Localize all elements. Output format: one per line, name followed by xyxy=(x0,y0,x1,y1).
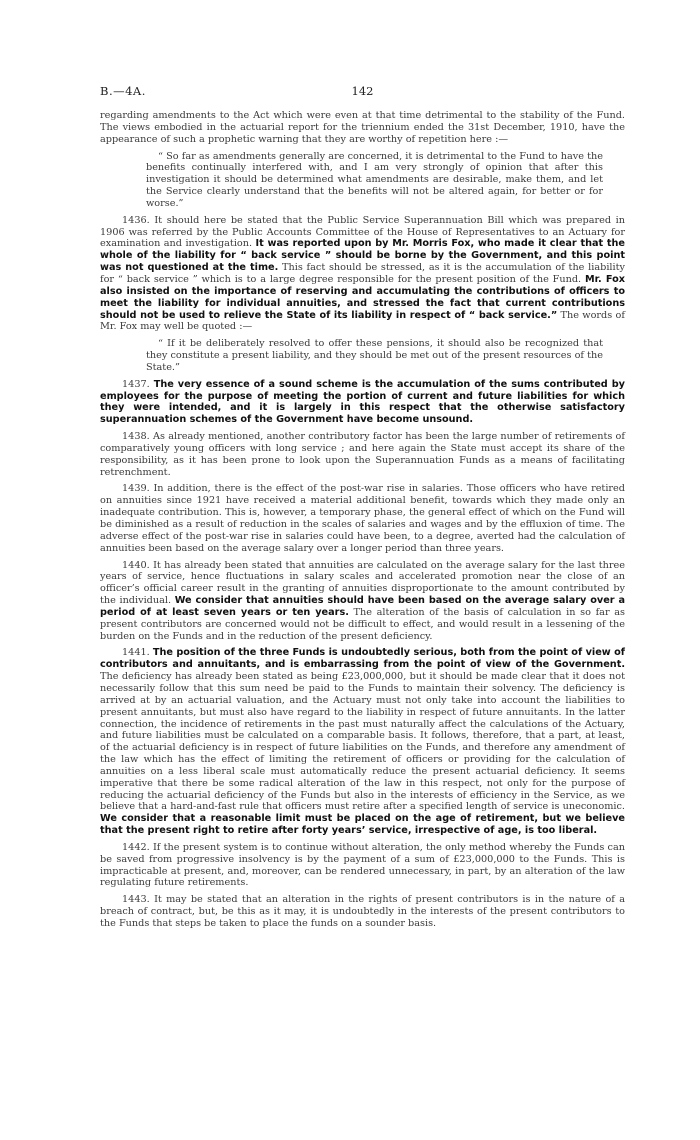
page-number: 142 xyxy=(351,84,374,98)
paragraph-text: regarding amendments to the Act which were even at that time detrimental to the stability of the Fund. The views embodied in the actuarial report for the triennium ended the 31st December, 1910, have the appearance of such a prophetic warning that they are worthy of repetition here :— xyxy=(100,110,625,145)
paragraph-number: 1439. xyxy=(122,483,150,495)
paragraph-number: 1442. xyxy=(122,841,150,853)
paragraph-1440 xyxy=(100,560,625,643)
paragraph-text: If the present system is to continue without alteration, the only method whereby the Funds can be saved from progressive insolvency is by the payment of a sum of £23,000,000 to the Funds. This is impracticable at present, and, moreover, can be rendered unnecessary, in part, by an alteration of the law regulating future retirements. xyxy=(100,841,625,889)
paragraph-bold-text: Mr. Fox also insisted on the importance of reserving and accumulating the contributions of officers to meet the liability for individual annuities, and stressed the fact that current contributions should not be used to relieve the State of its liability in respect of “ back service.” xyxy=(100,273,625,321)
paragraph-number: 1443. xyxy=(122,894,150,906)
paragraph-text: The alteration of the basis of calculation in so far as present contributors are concerned would not be difficult to effect, and would result in a lessening of the burden on the Funds and in the reduction of the present deficiency. xyxy=(100,606,625,642)
paragraph-number: 1436. xyxy=(122,214,150,226)
paragraph-text: It has already been stated that annuities are calculated on the average salary for the last three years of service, hence fluctuations in salary scales and accelerated promotion near the close of an officer’s official career result in the granting of annuities disproportionate to the amount contributed by the individual. xyxy=(100,559,625,607)
paragraph-text: This fact should be stressed, as it is the accumulation of the liability for “ back service ” which is to a large degree responsible for the present position of the Fund. xyxy=(100,262,625,285)
paragraph-text: The words of Mr. Fox may well be quoted :— xyxy=(100,309,625,333)
paragraph-1439 xyxy=(100,483,625,554)
paragraph-text: It should here be stated that the Public Service Superannuation Bill which was prepared in 1906 was referred by the Public Accounts Committee of the House of Representatives to an Actuary for examination and investigation. xyxy=(100,214,625,250)
paragraph-1443 xyxy=(100,894,625,930)
paragraph-1436 xyxy=(100,215,625,333)
quotation-mr-fox xyxy=(146,338,603,374)
document-reference: B.—4A. xyxy=(100,84,146,98)
quotation-text: “ If it be deliberately resolved to offer these pensions, it should also be recognized that they constitute a present liability, and they should be met out of the present resources of the State.” xyxy=(146,338,603,373)
paragraph-bold-text: We consider that a reasonable limit must be placed on the age of retirement, but we believe that the present right to retire after forty years’ service, irrespective of age, is too liberal. xyxy=(100,813,625,837)
paragraph-1442 xyxy=(100,842,625,889)
paragraph-number: 1438. xyxy=(122,431,150,443)
paragraph-1441 xyxy=(100,647,625,837)
paragraph-bold-text: The very essence of a sound scheme is the accumulation of the sums contributed by employees for the purpose of meeting the portion of current and future liabilities for which they were intended, and it is largely in this respect that the otherwise satisfactory superannuation schemes of the Government have become unsound. xyxy=(100,378,625,426)
paragraph-1435-continued xyxy=(100,110,625,146)
paragraph-1438 xyxy=(100,431,625,478)
paragraph-text: It may be stated that an alteration in the rights of present contributors is in the nature of a breach of contract, but, be this as it may, it is undoubtedly in the interests of the present contributors to the Funds that steps be taken to place the funds on a sounder basis. xyxy=(100,894,625,929)
paragraph-1437 xyxy=(100,379,625,426)
paragraph-number: 1437. xyxy=(122,378,150,390)
document-page xyxy=(100,86,625,935)
paragraph-bold-text: We consider that annuities should have been based on the average salary over a period of at least seven years or ten years. xyxy=(100,595,625,618)
quotation-text: “ So far as amendments generally are concerned, it is detrimental to the Fund to have the benefits continually interfered with, and I am very strongly of opinion that after this investigation it should be determined what amendments are desirable, make them, and let the Service clearly understand that the benefits will not be altered again, for better or for worse.” xyxy=(146,150,603,209)
paragraph-bold-text: The position of the three Funds is undoubtedly serious, both from the point of view of contributors and annuitants, and is embarrassing from the point of view of the Government. xyxy=(100,647,625,671)
paragraph-bold-text: It was reported upon by Mr. Morris Fox, who made it clear that the whole of the liability for “ back service ” should be borne by the Government, and this point was not questioned at the time. xyxy=(100,238,625,274)
paragraph-number: 1440. xyxy=(122,559,150,571)
paragraph-number: 1441. xyxy=(122,647,150,659)
page-header xyxy=(100,86,625,110)
paragraph-text: The deficiency has already been stated as being £23,000,000, but it should be made clear that it does not necessarily follow that this sum need be paid to the Funds to maintain their solvency. The deficiency is arrived at by an actuarial valuation, and the Actuary must not only take into account the liabilities to present annuitants, but must also have regard to the liability in respect of future annuitants. In the latter connection, the incidence of retirements in the past must naturally affect the calculations of the Actuary, and future liabilities must be calculated on a comparable basis. It follows, therefore, that a part, at least, of the actuarial deficiency is in respect of future liabilities on the Funds, and therefore any amendment of the law which has the effect of limiting the retirement of officers or providing for the calculation of annuities on a less liberal scale must automatically reduce the present actuarial deficiency. It seems imperative that there be some radical alteration of the law in this respect, not only for the purpose of reducing the actuarial deficiency of the Funds but also in the interests of efficiency in the Service, as we believe that a hard-and-fast rule that officers must retire after a specified length of service is uneconomic. xyxy=(100,671,625,813)
paragraph-text: In addition, there is the effect of the post-war rise in salaries. Those officers who have retired on annuities since 1921 have received a material additional benefit, towards which they made only an inadequate contribution. This is, however, a temporary phase, the general effect of which on the Fund will be diminished as a result of reduction in the scales of salaries and wages and by the effluxion of time. The adverse effect of the post-war rise in salaries could have been, to a degree, averted had the calculation of annuities been based on the average salary over a longer period than three years. xyxy=(100,483,625,554)
quotation-actuarial-report xyxy=(146,151,603,210)
paragraph-text: As already mentioned, another contributory factor has been the large number of retirements of comparatively young officers with long service ; and here again the State must accept its share of the responsibility, as it has been prone to look upon the Superannuation Funds as a means of facilitating retrenchment. xyxy=(100,431,625,478)
